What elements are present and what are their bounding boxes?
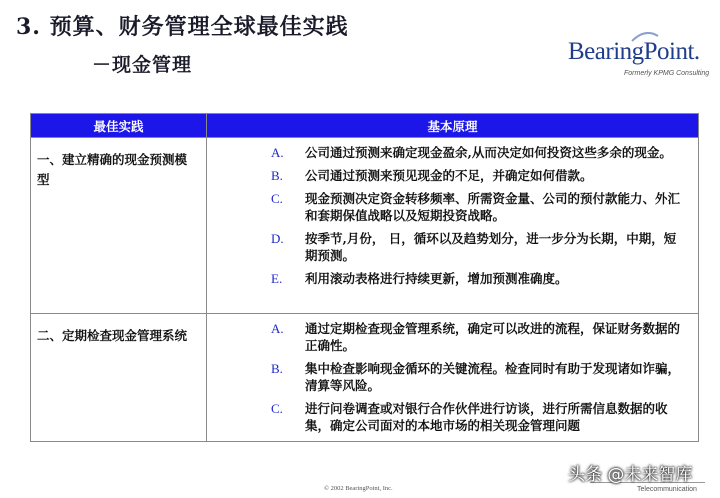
table-header-row	[31, 114, 699, 138]
item-letter: C.	[271, 401, 283, 416]
item-text: 进行问卷调查或对银行合作伙伴进行访谈，进行所需信息数据的收集，确定公司面对的本地市场的相关现金管理问题	[305, 401, 668, 433]
list-item	[271, 320, 686, 354]
principle-cell	[207, 314, 699, 442]
item-text: 公司通过预测来确定现金盈余,从而决定如何投资这些多余的现金。	[305, 145, 672, 160]
item-text: 通过定期检查现金管理系统，确定可以改进的流程，保证财务数据的正确性。	[305, 321, 681, 353]
watermark: 头条 @未来智库	[568, 465, 693, 485]
item-text: 按季节,月份， 日，循环以及趋势划分，进一步分为长期，中期，短期预测。	[305, 231, 677, 263]
item-text: 集中检查影响现金循环的关键流程。检查同时有助于发现诸如诈骗，清算等风险。	[305, 361, 681, 393]
page-subtitle: －现金管理	[92, 54, 193, 76]
table-row	[31, 314, 699, 442]
table-row	[31, 138, 699, 314]
principle-cell	[207, 138, 699, 314]
header-practice: 最佳实践	[31, 114, 207, 138]
best-practice-table	[30, 113, 699, 442]
list-item	[271, 270, 686, 287]
item-letter: A.	[271, 145, 284, 160]
item-letter: B.	[271, 168, 283, 183]
logo-subtitle: Formerly KPMG Consulting	[624, 70, 710, 77]
page-title: 3. 预算、财务管理全球最佳实践	[16, 14, 349, 40]
copyright-text: © 2002 BearingPoint, Inc.	[324, 485, 393, 492]
item-letter: E.	[271, 271, 283, 286]
practice-cell: 二、定期检查现金管理系统	[31, 314, 207, 442]
list-item	[271, 144, 686, 161]
item-text: 公司通过预测来预见现金的不足，并确定如何借款。	[305, 168, 593, 183]
practice-cell: 一、建立精确的现金预测模型	[31, 138, 207, 314]
header-principle: 基本原理	[207, 114, 699, 138]
list-item	[271, 400, 686, 434]
logo-wordmark: BearingPoint.	[568, 38, 700, 65]
item-text: 现金预测决定资金转移频率、所需资金量、公司的预付款能力、外汇和套期保值战略以及短期投资战略。	[305, 191, 681, 223]
list-item	[271, 360, 686, 394]
list-item	[271, 167, 686, 184]
list-item	[271, 230, 686, 264]
division-label: Telecommunication	[637, 486, 697, 493]
item-letter: D.	[271, 231, 284, 246]
item-letter: A.	[271, 321, 284, 336]
bearingpoint-logo	[568, 38, 708, 82]
logo-arc-icon	[630, 30, 660, 42]
item-letter: C.	[271, 191, 283, 206]
item-letter: B.	[271, 361, 283, 376]
item-text: 利用滚动表格进行持续更新，增加预测准确度。	[305, 271, 568, 286]
list-item	[271, 190, 686, 224]
